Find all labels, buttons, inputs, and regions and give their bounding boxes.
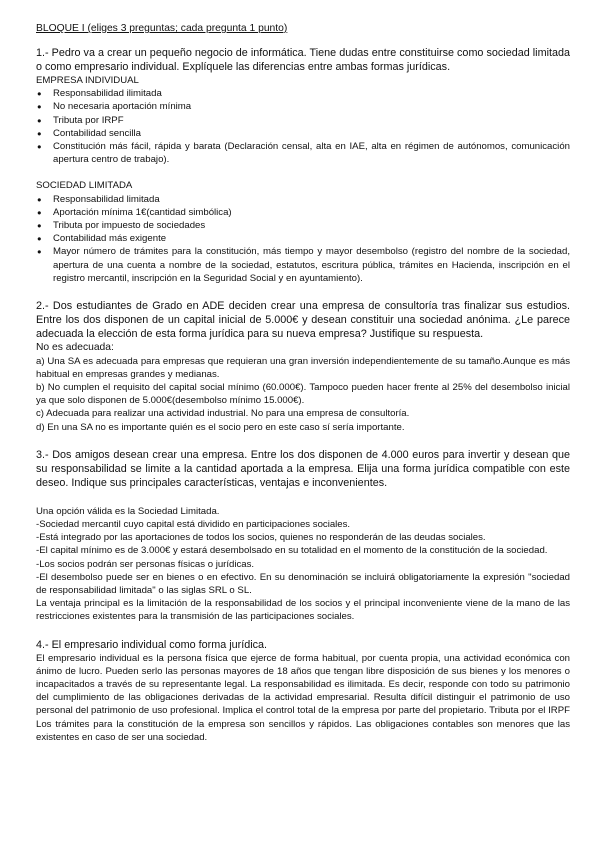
answer-line: La ventaja principal es la limitación de la responsabilidad de los socios y el principal inconveniente viene de la mano de las restricciones existentes para la transmisión de las participaciones sociales. xyxy=(36,598,570,623)
answer-line: -El desembolso puede ser en bienes o en efectivo. En su denominación se incluirá obligatoriamente la expresión "sociedad de responsabilidad limitada" o las siglas SRL o SL. xyxy=(36,571,570,596)
question-4-answer: El empresario individual es la persona física que ejerce de forma habitual, por cuenta propia, una actividad económica con ánimo de lucro. Pueden serlo las personas mayores de 18 años que tengan libre disposición de sus bienes y los menores o incapacitados a través de su representante legal. La responsabilidad es ilimitada. Es decir, responde con todo su patrimonio del cumplimiento de las obligaciones derivadas de la actividad empresarial. Resulta difícil distinguir el patrimonio de uso personal del patrimonio de uso profesional. Implica el control total de la empresa por parte del propietario. Tributa por el IRPF Los trámites para la constitución de la empresa son sencillos y rápidos. Las obligaciones contables son menores que las existentes en caso de ser una sociedad. xyxy=(36,652,570,743)
document-page xyxy=(36,22,570,744)
question-2-section xyxy=(36,299,570,434)
answer-line: -Está integrado por las aportaciones de todos los socios, quienes no responderán de las deudas sociales. xyxy=(36,532,486,544)
answer-line: -Sociedad mercantil cuyo capital está dividido en participaciones sociales. xyxy=(36,518,351,530)
sociedad-limitada-list xyxy=(36,193,570,285)
question-2-text: 2.- Dos estudiantes de Grado en ADE deciden crear una empresa de consultoría tras finalizar sus estudios. Entre los dos disponen de un capital inicial de 5.000€ y desean constituir una sociedad anónima. ¿Le parece adecuada la elección de esta forma jurídica para su nueva empresa? Justifique su respuesta. xyxy=(36,300,570,341)
list-item: ● Constitución más fácil, rápida y barata (Declaración censal, alta en IAE, alta en régimen de autónomos, comunicación apertura centro de trabajo). xyxy=(36,140,570,166)
list-item: ● Tributa por impuesto de sociedades xyxy=(36,219,570,232)
list-item: ● Aportación mínima 1€(cantidad simbólica) xyxy=(36,206,570,219)
answer-line: -El capital mínimo es de 3.000€ y estará desembolsado en su totalidad en el momento de la constitución de la sociedad. xyxy=(36,545,548,557)
empresa-individual-title: EMPRESA INDIVIDUAL xyxy=(36,75,139,86)
list-item: ● Contabilidad más exigente xyxy=(36,232,570,245)
answer-line: d) En una SA no es importante quién es el socio pero en este caso sí sería importante. xyxy=(36,421,405,433)
question-3-answer-intro: Una opción válida es la Sociedad Limitada. xyxy=(36,505,220,517)
list-item: ● Tributa por IRPF xyxy=(36,114,570,127)
question-1-text: 1.- Pedro va a crear un pequeño negocio de informática. Tiene dudas entre constituirse como sociedad limitada o como empresario individual. Explíquele las diferencias entre ambas formas jurídicas. xyxy=(36,47,570,73)
block-header: BLOQUE I (eliges 3 preguntas; cada pregunta 1 punto) xyxy=(36,23,288,34)
list-item: ● Contabilidad sencilla xyxy=(36,127,570,140)
question-1-section xyxy=(36,46,570,285)
list-item: ● Mayor número de trámites para la constitución, más tiempo y mayor desembolso (registro del nombre de la sociedad, apertura de una cuenta a nombre de la sociedad, estatutos, escritura pública, trámites en Hacienda, inscripción en el registro mercantil, inscripción en la Seguridad Social y en ayuntamiento). xyxy=(36,245,570,285)
question-4-text: 4.- El empresario individual como forma jurídica. xyxy=(36,638,268,651)
answer-line: b) No cumplen el requisito del capital social mínimo (60.000€). Tampoco pueden hacer frente al 25% del desembolso inicial ya que solo disponen de 5.000€(desembolso mínimo 15.000€). xyxy=(36,381,570,407)
answer-line: -Los socios podrán ser personas físicas o jurídicas. xyxy=(36,558,255,570)
question-4-section xyxy=(36,638,570,744)
question-3-section xyxy=(36,448,570,624)
sociedad-limitada-title: SOCIEDAD LIMITADA xyxy=(36,180,133,192)
question-3-text: 3.- Dos amigos desean crear una empresa. Entre los dos disponen de 4.000 euros para invertir y desean que su responsabilidad se limite a la cantidad aportada a la empresa. Elija una forma jurídica compatible con este deseo. Indique sus principales características, ventajas e inconvenientes. xyxy=(36,448,570,489)
answer-line: c) Adecuada para realizar una actividad industrial. No para una empresa de consultoría. xyxy=(36,408,410,420)
answer-line: a) Una SA es adecuada para empresas que requieran una gran inversión independientemente de su tamaño.Aunque es más habitual en empresas grandes y medianas. xyxy=(36,355,570,380)
question-2-answer-intro: No es adecuada: xyxy=(36,342,114,354)
list-item: ● Responsabilidad limitada xyxy=(36,193,570,206)
list-item: ● No necesaria aportación mínima xyxy=(36,100,570,113)
empresa-individual-list xyxy=(36,87,570,166)
list-item: ● Responsabilidad ilimitada xyxy=(36,87,570,100)
